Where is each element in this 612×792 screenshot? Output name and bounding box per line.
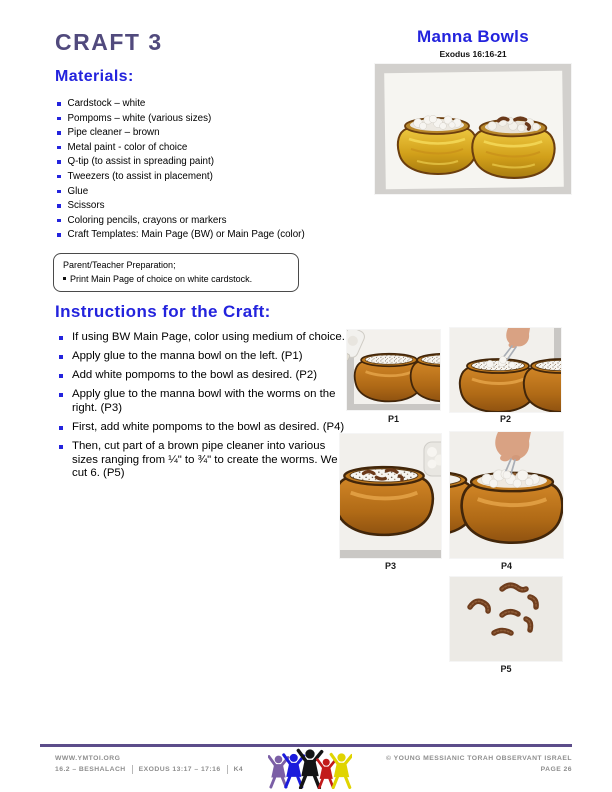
instruction-item bbox=[57, 331, 345, 345]
material-item bbox=[57, 201, 367, 211]
materials-heading: Materials: bbox=[55, 68, 134, 85]
step-photo-p2 bbox=[450, 328, 561, 412]
material-item-text: Pipe cleaner – brown bbox=[67, 127, 160, 139]
logo-figure-black bbox=[298, 749, 321, 787]
photo-p2-image bbox=[450, 328, 561, 412]
material-item-text: Glue bbox=[67, 185, 89, 197]
instruction-item bbox=[57, 421, 345, 435]
bullet-icon bbox=[59, 426, 63, 430]
photo-label-p2: P2 bbox=[499, 414, 511, 424]
material-item bbox=[57, 114, 367, 124]
photo-p1-image bbox=[347, 330, 440, 410]
photo-p3-image bbox=[340, 434, 441, 558]
manna-bowl-graphic bbox=[340, 467, 433, 535]
material-item bbox=[57, 157, 367, 167]
bullet-icon bbox=[57, 175, 61, 179]
instruction-item-text: Apply glue to the manna bowl with the worms on the right. (P3) bbox=[72, 388, 336, 414]
instruction-item bbox=[57, 369, 345, 383]
gold-bowl-right bbox=[472, 117, 554, 178]
bullet-icon bbox=[57, 190, 61, 194]
footer-level: K4 bbox=[233, 766, 244, 773]
prep-box-title: Parent/Teacher Preparation; bbox=[63, 260, 176, 270]
instruction-item-text: Apply glue to the manna bowl on the left. (P1) bbox=[72, 350, 303, 363]
bullet-icon bbox=[57, 146, 61, 150]
prep-box-list bbox=[63, 274, 289, 285]
finished-craft-photo bbox=[375, 64, 571, 194]
bullet-icon bbox=[57, 219, 61, 223]
footer-torah-portion: EXODUS 13:17 – 17:16 bbox=[138, 766, 221, 773]
material-item-text: Scissors bbox=[67, 200, 105, 212]
photo-label-p1: P1 bbox=[387, 414, 399, 424]
footer-page-number: PAGE 26 bbox=[540, 766, 572, 773]
material-item bbox=[57, 216, 367, 226]
bullet-icon bbox=[59, 336, 63, 340]
pompom-graphic bbox=[503, 471, 511, 479]
material-item-text: Cardstock – white bbox=[67, 98, 146, 109]
logo-figure-blue bbox=[284, 754, 304, 787]
logo-figure-red bbox=[317, 759, 335, 788]
bullet-icon bbox=[59, 393, 63, 397]
bullet-icon bbox=[57, 233, 61, 237]
instruction-item-text: First, add white pompoms to the bowl as desired. (P4) bbox=[72, 420, 345, 433]
bullet-icon bbox=[57, 131, 61, 135]
material-item-text: Pompoms – white (various sizes) bbox=[67, 112, 212, 124]
footer-separator bbox=[227, 765, 228, 774]
bullet-icon bbox=[57, 117, 61, 121]
material-item bbox=[57, 172, 367, 182]
ymtoi-logo bbox=[268, 747, 352, 789]
material-item bbox=[57, 143, 367, 153]
footer-left bbox=[55, 753, 243, 775]
material-item-text: Coloring pencils, crayons or markers bbox=[67, 214, 227, 226]
instruction-item bbox=[57, 388, 345, 415]
craft-header bbox=[375, 27, 571, 59]
bullet-icon bbox=[57, 160, 61, 164]
material-item bbox=[57, 99, 367, 109]
prep-box bbox=[53, 253, 299, 292]
step-photo-p1 bbox=[347, 330, 440, 410]
bullet-icon bbox=[57, 102, 61, 106]
page-title: CRAFT 3 bbox=[55, 29, 163, 55]
scripture-reference: Exodus 16:16-21 bbox=[439, 49, 507, 59]
material-item bbox=[57, 230, 367, 240]
instruction-item-text: Then, cut part of a brown pipe cleaner into various sizes ranging from ¼" to ¾" to create the worms. We cut 6. (P5) bbox=[72, 440, 338, 480]
materials-list bbox=[57, 99, 367, 245]
gold-bowl-left bbox=[398, 115, 477, 174]
footer-right bbox=[386, 753, 572, 775]
manna-bowl-graphic bbox=[462, 470, 563, 543]
material-item-text: Q-tip (to assist in spreading paint) bbox=[67, 156, 214, 168]
instructions-heading: Instructions for the Craft: bbox=[55, 302, 271, 321]
step-photo-p5 bbox=[450, 577, 562, 661]
bullet-icon bbox=[59, 445, 63, 449]
pompom-bag-graphic bbox=[424, 442, 441, 476]
pompom-graphic bbox=[499, 356, 506, 363]
logo-figure-yellow bbox=[331, 753, 352, 787]
photo-p5-image bbox=[450, 577, 562, 661]
step-photo-p3 bbox=[340, 434, 441, 558]
material-item-text: Metal paint - color of choice bbox=[67, 141, 188, 153]
material-item bbox=[57, 187, 367, 197]
material-item bbox=[57, 128, 367, 138]
photo-label-p4: P4 bbox=[500, 561, 512, 571]
photo-p4-image bbox=[450, 432, 563, 558]
instructions-list bbox=[57, 331, 345, 486]
prep-item bbox=[63, 274, 289, 285]
photo-label-p3: P3 bbox=[384, 561, 396, 571]
footer-copyright: © YOUNG MESSIANIC TORAH OBSERVANT ISRAEL bbox=[385, 755, 572, 762]
bullet-icon bbox=[57, 204, 61, 208]
material-item-text: Craft Templates: Main Page (BW) or Main Page (color) bbox=[67, 229, 305, 241]
instruction-item bbox=[57, 350, 345, 364]
material-item-text: Tweezers (to assist in placement) bbox=[67, 170, 213, 182]
footer-separator bbox=[132, 765, 133, 774]
bullet-icon bbox=[59, 355, 63, 359]
instruction-item-text: If using BW Main Page, color using medium of choice. bbox=[72, 331, 345, 343]
logo-figure-purple bbox=[269, 756, 288, 788]
instruction-item bbox=[57, 440, 345, 481]
bullet-icon bbox=[59, 374, 63, 378]
photo-label-p5: P5 bbox=[500, 664, 512, 674]
manna-bowls-image bbox=[375, 64, 571, 194]
bullet-icon bbox=[63, 277, 66, 280]
prep-item-text: Print Main Page of choice on white cardstock. bbox=[70, 273, 253, 284]
instruction-item-text: Add white pompoms to the bowl as desired. (P2) bbox=[72, 369, 318, 382]
step-photo-p4 bbox=[450, 432, 563, 558]
footer-lesson: 16.2 – BESHALACH bbox=[55, 766, 126, 773]
footer-website[interactable]: WWW.YMTOI.ORG bbox=[55, 755, 121, 762]
craft-name: Manna Bowls bbox=[417, 27, 529, 46]
